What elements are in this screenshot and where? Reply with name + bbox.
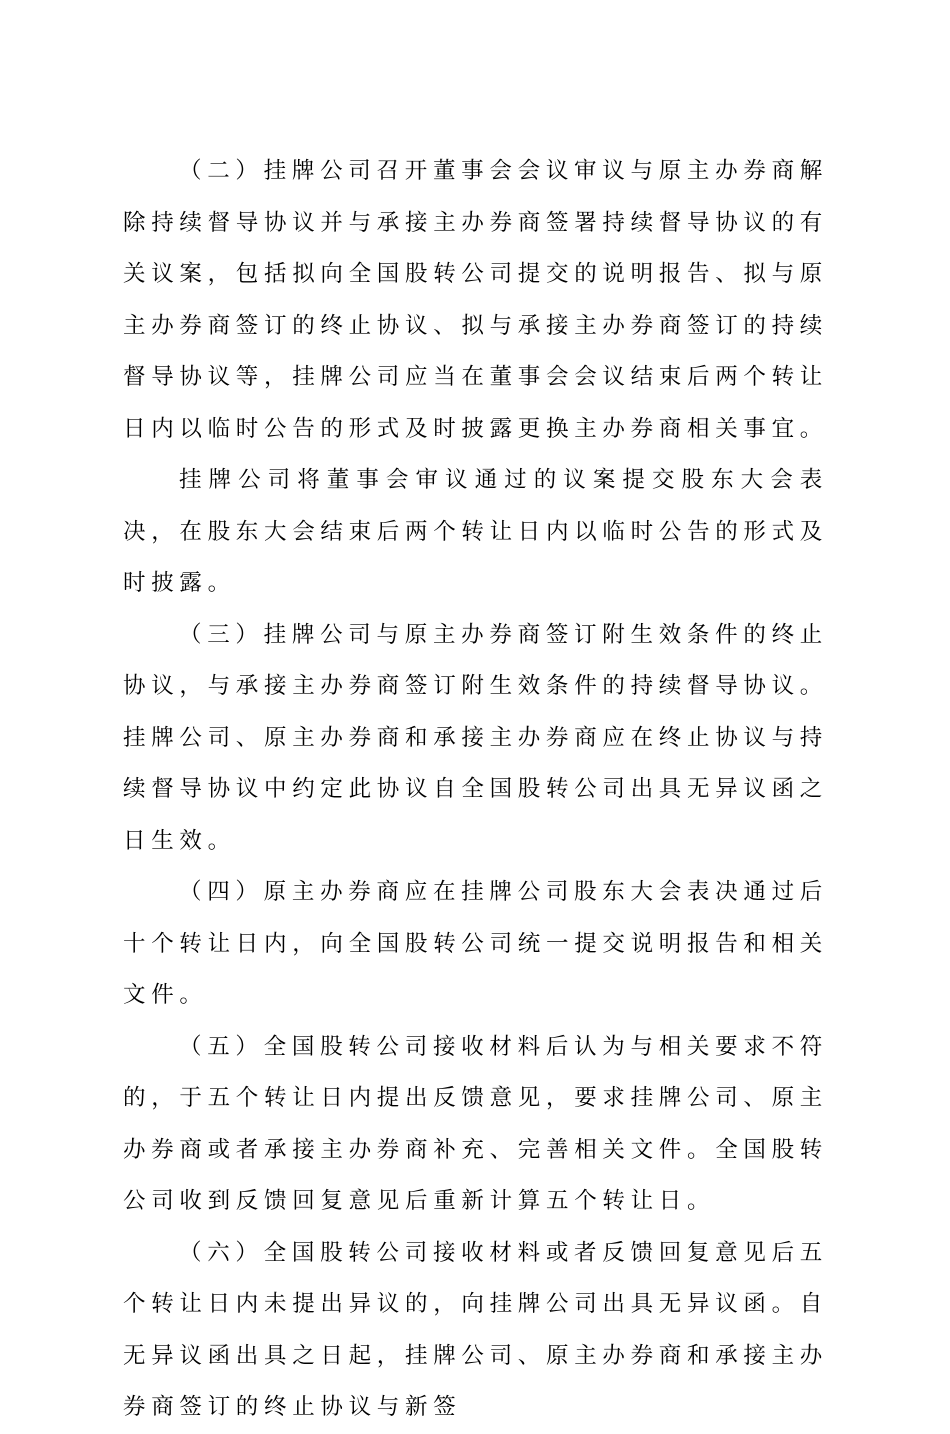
- paragraph-shareholder-vote: 挂牌公司将董事会审议通过的议案提交股东大会表决，在股东大会结束后两个转让日内以临时公告的形式及时披露。: [123, 467, 829, 596]
- paragraph-3: （三）挂牌公司与原主办券商签订附生效条件的终止协议，与承接主办券商签订附生效条件的持续督导协议。挂牌公司、原主办券商和承接主办券商应在终止协议与持续督导协议中约定此协议自全国股转公司出具无异议函之日生效。: [123, 621, 829, 854]
- paragraph-5: （五）全国股转公司接收材料后认为与相关要求不符的，于五个转让日内提出反馈意见，要求挂牌公司、原主办券商或者承接主办券商补充、完善相关文件。全国股转公司收到反馈回复意见后重新计算五个转让日。: [123, 1033, 829, 1214]
- paragraph-2: （二）挂牌公司召开董事会会议审议与原主办券商解除持续督导协议并与承接主办券商签署持续督导协议的有关议案，包括拟向全国股转公司提交的说明报告、拟与原主办券商签订的终止协议、拟与承接主办券商签订的持续督导协议等，挂牌公司应当在董事会会议结束后两个转让日内以临时公告的形式及时披露更换主办券商相关事宜。: [123, 158, 829, 442]
- paragraph-6: （六）全国股转公司接收材料或者反馈回复意见后五个转让日内未提出异议的，向挂牌公司出具无异议函。自无异议函出具之日起，挂牌公司、原主办券商和承接主办券商签订的终止协议与新签: [123, 1239, 829, 1420]
- document-body: [123, 146, 828, 1434]
- paragraph-4: （四）原主办券商应在挂牌公司股东大会表决通过后十个转让日内，向全国股转公司统一提交说明报告和相关文件。: [123, 879, 829, 1008]
